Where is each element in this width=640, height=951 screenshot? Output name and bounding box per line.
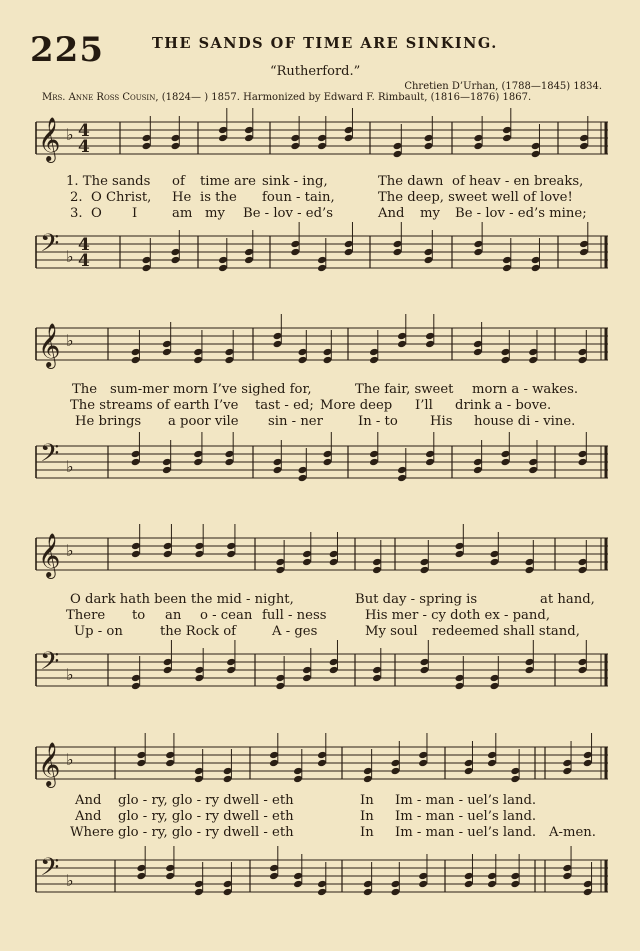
lyric-text: He brings [75,414,142,429]
lyric-text: His [430,414,453,429]
lyric-text: tast - ed; [255,398,314,413]
lyric-text: to [132,608,146,623]
hymn-title: THE SANDS OF TIME ARE SINKING. [152,35,498,52]
lyric-text: In [360,825,374,840]
lyric-text: His mer - cy doth ex - pand, [365,608,551,623]
author-name: Mrs. Anne Ross Cousin, [42,92,159,103]
lyric-text: More deep [320,398,393,413]
lyric-text: my [205,206,225,221]
flat-key-signature-icon: ♭ [66,541,74,560]
treble-staff-1 [0,112,640,172]
lyric-text: I [132,206,138,221]
treble-clef-icon: 𝄞 [38,323,61,367]
flat-key-signature-icon: ♭ [66,665,74,684]
flat-key-signature-icon: ♭ [66,247,74,266]
lyric-text: time are [200,174,256,189]
lyric-text: The fair, sweet [355,382,454,397]
lyric-text: Im - man - uel’s land. [395,825,537,840]
lyric-text: 3. O [70,206,102,221]
bass-staff-1 [0,226,640,286]
lyric-text: And [75,793,102,808]
lyric-text: glo - ry, glo - ry dwell - eth [118,825,294,840]
flat-key-signature-icon: ♭ [66,871,74,890]
lyric-text: Be - lov - ed’s mine; [455,206,587,221]
bass-staff-2 [0,436,640,496]
lyric-text: In [360,809,374,824]
lyric-text: In [360,793,374,808]
lyric-text: In - to [358,414,398,429]
lyric-text: of [172,174,185,189]
lyric-text: drink a - bove. [455,398,552,413]
lyrics-system-4 [0,793,640,841]
lyric-text: 2. O Christ, [70,190,152,205]
bass-staff-4 [0,850,640,910]
bass-clef-icon: 𝄢 [40,853,60,888]
lyrics-system-2 [0,382,640,430]
lyrics-system-1 [0,174,640,222]
lyric-text: sin - ner [268,414,323,429]
lyric-text: am [172,206,193,221]
treble-staff-3 [0,528,640,588]
lyric-text: O dark hath been the mid - night, [70,592,294,607]
treble-staff-2 [0,318,640,378]
time-signature-icon: 4 [78,251,90,271]
lyric-text: Where [70,825,114,840]
lyric-text: Im - man - uel’s land. [395,793,537,808]
time-signature-icon: 4 [78,137,90,157]
harmonization-credit: (1824— ) 1857. Harmonized by Edward F. Rimbault, (1816—1876) 1867. [161,92,532,103]
author-credit [42,92,531,103]
lyric-text: The streams of earth I’ve [70,398,239,413]
lyric-text: The dawn [378,174,444,189]
lyric-text: The deep, sweet well of love! [378,190,573,205]
lyric-text: A - ges [272,624,318,639]
bass-clef-icon: 𝄢 [40,439,60,474]
flat-key-signature-icon: ♭ [66,750,74,769]
lyric-text: the Rock of [160,624,237,639]
lyric-text: glo - ry, glo - ry dwell - eth [118,793,294,808]
lyric-text: glo - ry, glo - ry dwell - eth [118,809,294,824]
lyric-text: an [165,608,182,623]
bass-clef-icon: 𝄢 [40,229,60,264]
lyric-text: My soul [365,624,418,639]
time-signature-icon: 4 [78,121,90,141]
bass-staff-3 [0,644,640,704]
lyric-text: foun - tain, [262,190,335,205]
lyric-text: sum-mer morn I’ve sighed for, [110,382,312,397]
flat-key-signature-icon: ♭ [66,125,74,144]
lyric-text: redeemed shall stand, [432,624,580,639]
lyric-text: at hand, [540,592,595,607]
lyric-text: a poor vile [168,414,239,429]
treble-clef-icon: 𝄞 [38,117,61,161]
lyric-text: The [72,382,98,397]
treble-staff-4 [0,737,640,797]
flat-key-signature-icon: ♭ [66,331,74,350]
lyric-text: He [172,190,192,205]
treble-clef-icon: 𝄞 [38,742,61,786]
lyric-text: is the [200,190,237,205]
flat-key-signature-icon: ♭ [66,457,74,476]
lyric-text: Im - man - uel’s land. [395,809,537,824]
lyric-text: And [75,809,102,824]
lyric-text: I’ll [415,398,433,413]
lyric-text: house di - vine. [474,414,576,429]
lyric-text: A-men. [549,825,596,840]
lyric-text: morn a - wakes. [472,382,579,397]
bass-clef-icon: 𝄢 [40,647,60,682]
time-signature-icon: 4 [78,235,90,255]
lyric-text: o - cean [200,608,253,623]
lyric-text: And [378,206,405,221]
lyric-text: of heav - en breaks, [452,174,584,189]
lyric-text: my [420,206,440,221]
lyric-text: Up - on [74,624,123,639]
lyric-text: But day - spring is [355,592,478,607]
tune-name: “Rutherford.” [270,64,361,79]
lyric-text: 1. The sands [66,174,151,189]
lyric-text: Be - lov - ed’s [243,206,333,221]
composer-credit: Chretien D’Urhan, (1788—1845) 1834. [404,81,602,92]
hymn-number: 225 [30,30,104,70]
lyric-text: sink - ing, [262,174,328,189]
treble-clef-icon: 𝄞 [38,533,61,577]
lyric-text: full - ness [262,608,327,623]
lyrics-system-3 [0,592,640,640]
lyric-text: There [66,608,106,623]
